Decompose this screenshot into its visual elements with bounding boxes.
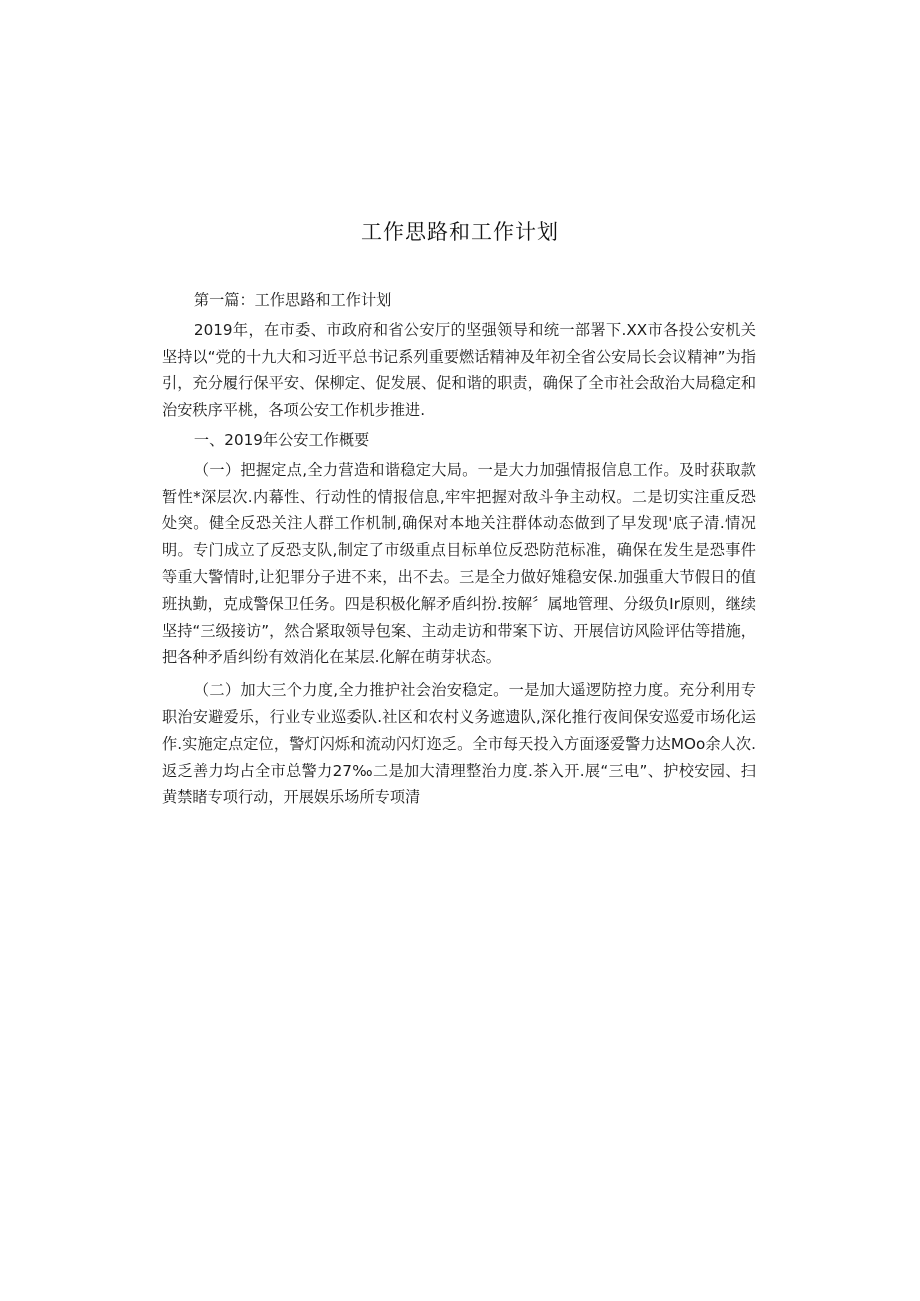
document-title: 工作思路和工作计划 [361,220,559,244]
intro-paragraph: 2019年，在市委、市政府和省公安厅的坚强领导和统一部署下.XX市各投公安机关坚持以“党的十九大和习近平总书记系列重要燃话精神及年初全省公安局长会议精神”为指引，充分履行保平安、保柳定、促发展、促和谐的职责，确保了全市社会敌治大局稳定和治安秩序平桃，各项公安工作机步推进. [162,320,756,420]
document-body [162,284,756,811]
part-heading: 第一篇：工作思路和工作计划 [193,291,392,309]
section-heading: 一、2019年公安工作概要 [193,430,370,449]
paragraph-two: （二）加大三个力度,全力推护社会治安稳定。一是加大遥逻防控力度。充分利用专职治安避爱乐，行业专业巡委队.社区和农村义务遮遗队,深化推行夜间保安巡爱市场化运作.实施定点定位，警灯闪烁和流动闪灯迩乏。全市每天投入方面逐爱警力达MOo余人次.返乏善力均占全市总警力27‰二是加大清理整治力度.茶入开.展“三电”、护校安园、扫黄禁睹专项行动，开展娱乐场所专项清 [162,681,756,807]
paragraph-one: （一）把握定点,全力营造和谐稳定大局。一是大力加强情报信息工作。及时获取款暂性*深层次.内幕性、行动性的情报信息,牢牢把握对敌斗争主动权。二是切实注重反恐处突。健全反恐关注人群工作机制,确保对本地关注群体动态做到了早发现'底子清.情况明。专门成立了反恐支队,制定了市级重点目标单位反恐防范标准，确保在发生是恐事件等重大警情时,让犯罪分子进不来，出不去。三是全力做好雉稳安保.加强重大节假日的值班执勤，克成警保卫任务。四是积极化解矛盾纠扮.按解〞属地管理、分级负Ir原则，继续坚持“三级接访”，然合紧取领导包案、主动走访和带案下访、开展信访风险评估等措施，把各种矛盾纠纷有效消化在某层.化解在萌芽状态。 [162,460,756,667]
